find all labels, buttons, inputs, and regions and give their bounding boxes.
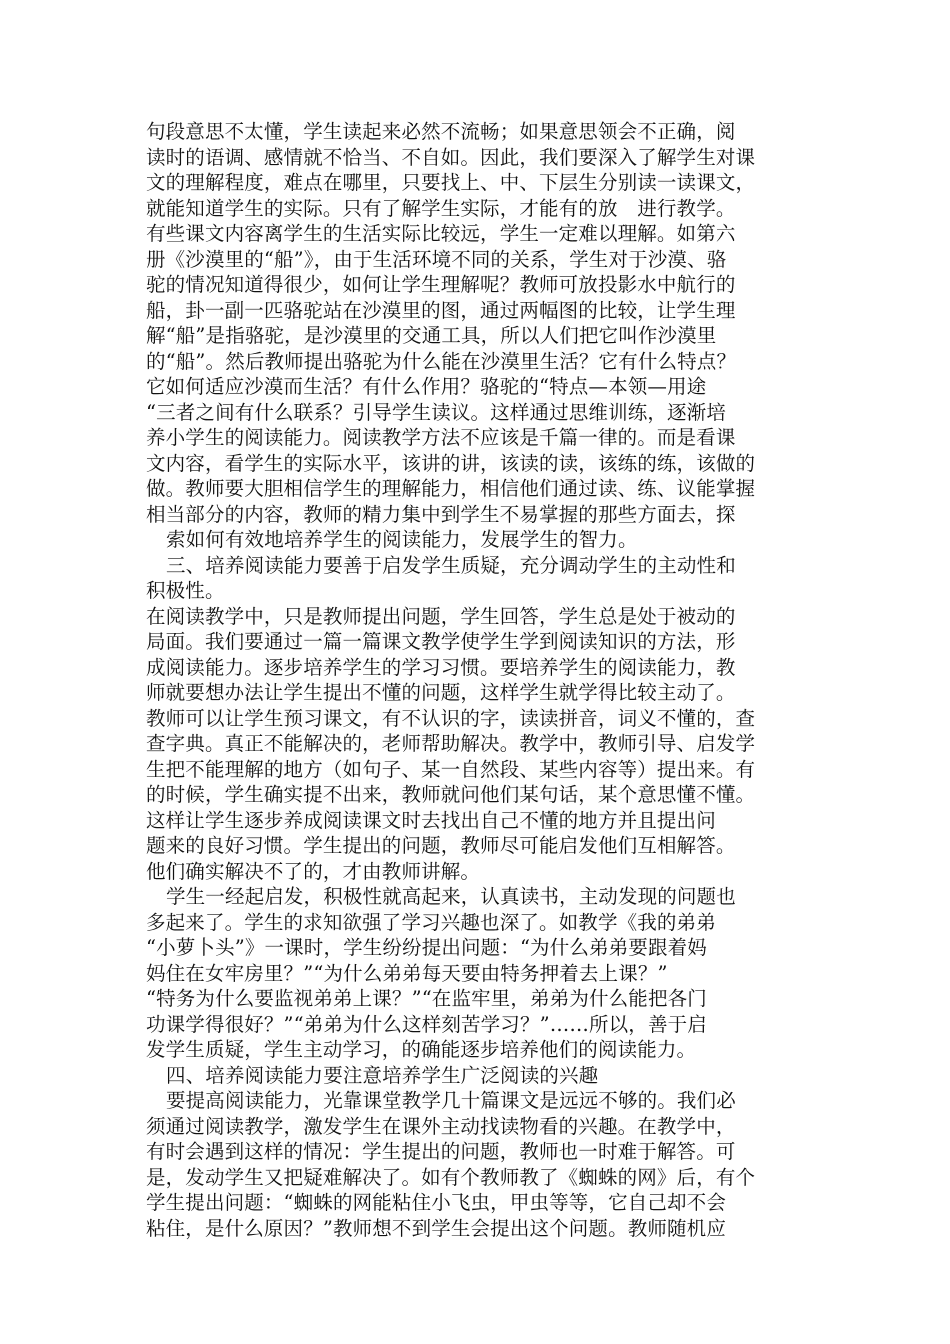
text-line: 要提高阅读能力，光靠课堂教学几十篇课文是远远不够的。我们必 <box>166 1089 736 1112</box>
text-line: 索如何有效地培养学生的阅读能力，发展学生的智力。 <box>166 528 638 551</box>
text-line: 册《沙漠里的“船”》，由于生活环境不同的关系，学生对于沙漠、骆 <box>146 247 727 271</box>
text-line: 四、培养阅读能力要注意培养学生广泛阅读的兴趣 <box>166 1063 599 1087</box>
text-line: 积极性。 <box>146 579 225 602</box>
text-line: 句段意思不太懂，学生读起来必然不流畅；如果意思领会不正确，阅 <box>146 120 736 143</box>
text-line: 在阅读教学中，只是教师提出问题，学生回答，学生总是处于被动的 <box>146 604 736 628</box>
text-line: 局面。我们要通过一篇一篇课文教学使学生学到阅读知识的方法，形 <box>146 630 736 653</box>
text-line: 学生提出问题：“蜘蛛的网能粘住小飞虫，甲虫等等，它自己却不会 <box>146 1191 726 1214</box>
text-line: 功课学得很好？”“弟弟为什么这样刻苦学习？”……所以，善于启 <box>146 1012 707 1036</box>
text-line: 的“船”。然后教师提出骆驼为什么能在沙漠里生活？它有什么特点？ <box>146 349 737 373</box>
text-line: 驼的情况知道得很少，如何让学生理解呢？教师可放投影水中航行的 <box>146 273 736 296</box>
text-line: 发学生质疑，学生主动学习，的确能逐步培养他们的阅读能力。 <box>146 1038 697 1061</box>
text-line: 须通过阅读教学，激发学生在课外主动找读物看的兴趣。在教学中， <box>146 1114 736 1138</box>
body-text <box>146 119 816 1241</box>
text-line: “三者之间有什么联系？引导学生读议。这样通过思维训练，逐渐培 <box>146 400 726 424</box>
text-line: 养小学生的阅读能力。阅读教学方法不应该是千篇一律的。而是看课 <box>146 426 736 449</box>
text-line: 查字典。真正不能解决的，老师帮助解决。教学中，教师引导、启发学 <box>146 732 756 755</box>
text-line: 就能知道学生的实际。只有了解学生实际，才能有的放 进行教学。 <box>146 196 736 220</box>
text-line: 文的理解程度，难点在哪里，只要找上、中、下层生分别读一读课文， <box>146 171 756 194</box>
text-line: 多起来了。学生的求知欲强了学习兴趣也深了。如教学《我的弟弟 <box>146 910 716 934</box>
text-line: “小萝卜头”》一课时，学生纷纷提出问题：“为什么弟弟要跟着妈 <box>146 936 707 959</box>
text-line: 相当部分的内容，教师的精力集中到学生不易掌握的那些方面去，探 <box>146 502 736 526</box>
text-line: 有时会遇到这样的情况：学生提出的问题，教师也一时难于解答。可 <box>146 1140 736 1163</box>
text-line: “特务为什么要监视弟弟上课？”“在监牢里，弟弟为什么能把各门 <box>146 987 707 1010</box>
text-line: 是，发动学生又把疑难解决了。如有个教师教了《蜘蛛的网》后，有个 <box>146 1165 756 1189</box>
text-line: 读时的语调、感情就不恰当、不自如。因此，我们要深入了解学生对课 <box>146 145 756 169</box>
text-line: 粘住，是什么原因？”教师想不到学生会提出这个问题。教师随机应 <box>146 1216 726 1240</box>
text-line: 它如何适应沙漠而生活？有什么作用？骆驼的“特点—本领—用途 <box>146 375 707 398</box>
text-line: 师就要想办法让学生提出不懂的问题，这样学生就学得比较主动了。 <box>146 681 736 704</box>
text-line: 学生一经起启发，积极性就高起来，认真读书，主动发现的问题也 <box>166 885 736 908</box>
text-line: 解“船”是指骆驼，是沙漠里的交通工具，所以人们把它叫作沙漠里 <box>146 324 717 347</box>
text-line: 他们确实解决不了的，才由教师讲解。 <box>146 859 481 883</box>
text-line: 题来的良好习惯。学生提出的问题，教师尽可能启发他们互相解答。 <box>146 834 736 857</box>
text-line: 这样让学生逐步养成阅读课文时去找出自己不懂的地方并且提出问 <box>146 808 716 832</box>
text-line: 成阅读能力。逐步培养学生的学习习惯。要培养学生的阅读能力，教 <box>146 655 736 679</box>
text-line: 生把不能理解的地方（如句子、某一自然段、某些内容等）提出来。有 <box>146 757 756 781</box>
text-line: 有些课文内容离学生的生活实际比较远，学生一定难以理解。如第六 <box>146 222 736 245</box>
text-line: 的时候，学生确实提不出来，教师就问他们某句话，某个意思懂不懂。 <box>146 783 756 806</box>
text-line: 教师可以让学生预习课文，有不认识的字，读读拼音，词义不懂的，查 <box>146 706 756 730</box>
text-line: 文内容，看学生的实际水平，该讲的讲，该读的读，该练的练，该做的 <box>146 451 756 475</box>
text-line: 三、培养阅读能力要善于启发学生质疑，充分调动学生的主动性和 <box>166 553 736 577</box>
text-line: 妈住在女牢房里？”“为什么弟弟每天要由特务押着去上课？” <box>146 961 668 985</box>
text-line: 船，卦一副一匹骆驼站在沙漠里的图，通过两幅图的比较，让学生理 <box>146 298 736 322</box>
text-line: 做。教师要大胆相信学生的理解能力，相信他们通过读、练、议能掌握 <box>146 477 756 500</box>
